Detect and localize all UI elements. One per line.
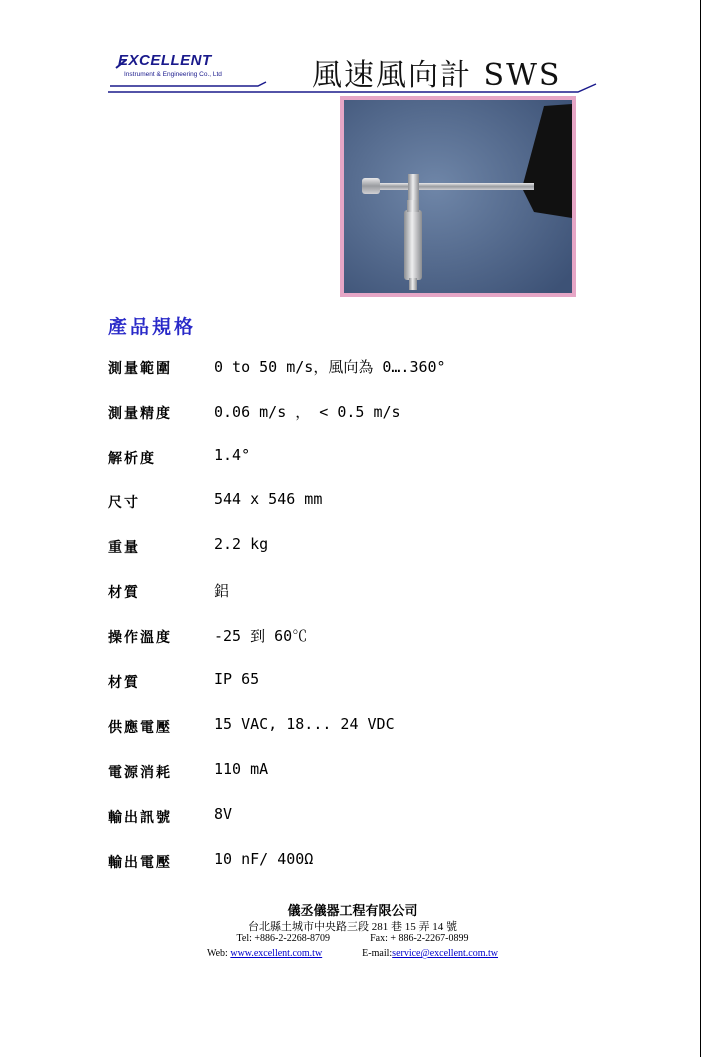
spec-value: 鋁 xyxy=(214,582,230,600)
spec-label: 供應電壓 xyxy=(108,720,172,736)
email-link[interactable]: service@excellent.com.tw xyxy=(392,948,499,959)
spec-value: 1.4° xyxy=(214,446,251,464)
product-photo xyxy=(340,96,576,297)
spec-row xyxy=(108,717,668,741)
spec-row xyxy=(108,537,668,561)
spec-value: 15 VAC, 18... 24 VDC xyxy=(214,715,395,733)
spec-label: 解析度 xyxy=(108,451,156,467)
footer-web-label: Web: xyxy=(206,948,231,959)
page-edge-rule xyxy=(700,0,701,1057)
footer-tel: Tel: +886-2-2268-8709 xyxy=(236,933,331,944)
spec-row xyxy=(108,582,668,606)
spec-label: 重量 xyxy=(108,540,140,556)
spec-label: 測量精度 xyxy=(108,406,172,422)
spec-row xyxy=(108,358,668,382)
footer-email-label: E-mail: xyxy=(362,948,393,959)
spec-row xyxy=(108,627,668,651)
spec-label: 輸出訊號 xyxy=(108,810,172,826)
footer-fax: Fax: + 886-2-2267-0899 xyxy=(370,933,469,944)
spec-row xyxy=(108,492,668,516)
spec-row xyxy=(108,762,668,786)
footer-company: 儀丞儀器工程有限公司 xyxy=(287,903,418,918)
document-title: 風速風向計 SWS xyxy=(312,58,562,93)
spec-value: 544 x 546 mm xyxy=(214,490,323,508)
spec-row xyxy=(108,448,668,472)
spec-value: 2.2 kg xyxy=(214,535,269,553)
spec-value: 110 mA xyxy=(214,760,269,778)
spec-row xyxy=(108,672,668,696)
spec-label: 測量範圍 xyxy=(108,361,172,377)
spec-value: 0 to 50 m/s，風向為 0….360° xyxy=(214,358,446,376)
logo-name: EXCELLENT xyxy=(118,52,212,69)
spec-row xyxy=(108,807,668,831)
spec-row xyxy=(108,403,668,427)
spec-label: 材質 xyxy=(108,585,140,601)
footer-phone-line xyxy=(0,933,705,944)
section-title: 產品規格 xyxy=(108,316,197,338)
footer-web-line xyxy=(0,948,705,959)
spec-label: 操作溫度 xyxy=(108,630,172,646)
website-link[interactable]: www.excellent.com.tw xyxy=(230,948,323,959)
spec-value: 8V xyxy=(214,805,233,823)
spec-label: 尺寸 xyxy=(108,495,140,511)
spec-value: IP 65 xyxy=(214,670,260,688)
spec-value: -25 到 60℃ xyxy=(214,627,308,645)
spec-value: 10 nF/ 400Ω xyxy=(214,850,314,868)
spec-label: 電源消耗 xyxy=(108,765,172,781)
wind-vane-image xyxy=(344,100,572,293)
logo-subtitle: Instrument & Engineering Co., Ltd xyxy=(124,71,222,78)
spec-label: 材質 xyxy=(108,675,140,691)
spec-value: 0.06 m/s ， < 0.5 m/s xyxy=(214,403,401,421)
spec-label: 輸出電壓 xyxy=(108,855,172,871)
spec-row xyxy=(108,852,668,876)
footer-address: 台北縣土城市中央路三段 281 巷 15 弄 14 號 xyxy=(248,921,457,933)
